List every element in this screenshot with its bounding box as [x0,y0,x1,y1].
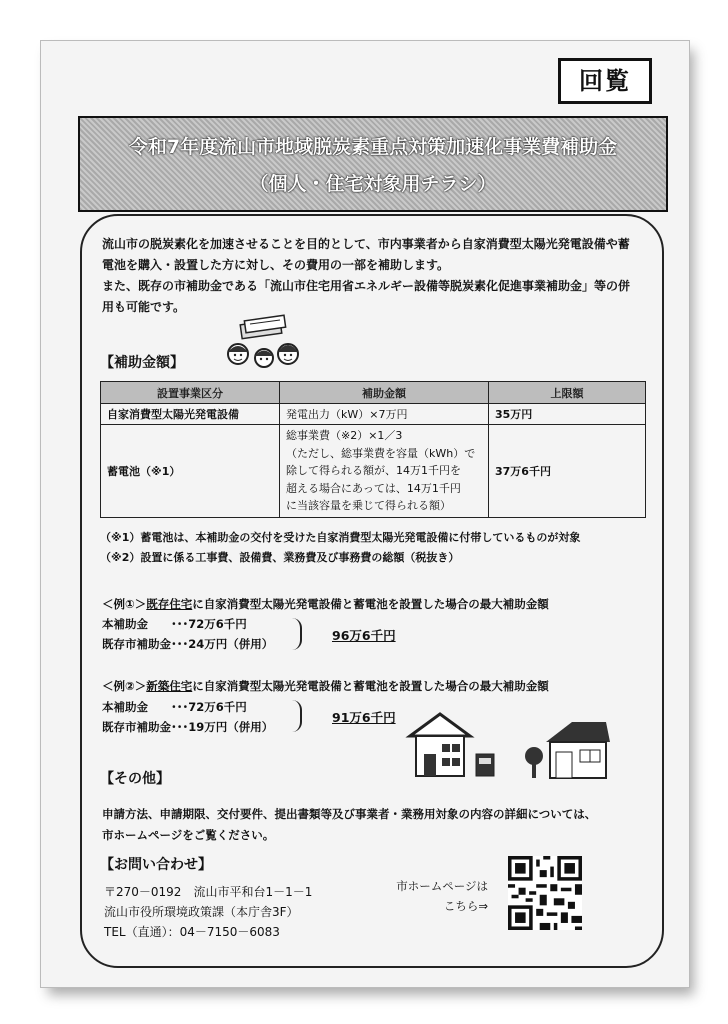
house-with-tree-icon [522,716,614,782]
table-cell: 35万円 [489,404,646,425]
table-row [101,425,646,518]
table-cell: 自家消費型太陽光発電設備 [101,404,280,425]
example2-total: 91万6千円 [332,710,396,725]
example1-heading [102,596,549,612]
subsidy-table [100,381,646,518]
homepage-line: こちら⇒ [443,899,488,913]
table-cell-amount [280,425,489,518]
contact-tel: TEL（直通）：04－7150－6083 [104,925,280,939]
example1-line1: 本補助金 ･･･72万6千円 [102,617,247,631]
table-header: 上限額 [489,382,646,404]
table-header: 設置事業区分 [101,382,280,404]
example2-line1: 本補助金 ･･･72万6千円 [102,700,247,714]
contact-address: 〒270－0192 流山市平和台1－1－1 [104,885,313,899]
money-stack-icon [238,314,288,340]
example2-brace [290,700,302,732]
section-heading-amount: 【補助金額】 [100,355,184,371]
title-line1: 令和7年度流山市地域脱炭素重点対策加速化事業費補助金 [128,136,618,158]
family-icon [224,338,302,374]
footnote: （※2）設置に係る工事費、設備費、業務費及び事務費の総額（税抜き） [100,551,460,564]
title-banner [78,116,668,212]
homepage-note [388,876,488,916]
intro-line: 電池を購入・設置した方に対し、その費用の一部を補助します。 [102,258,450,272]
table-header: 補助金額 [280,382,489,404]
circulation-stamp: 回覧 [558,58,652,104]
example1-total: 96万6千円 [332,628,396,643]
section-heading-contact: 【お問い合わせ】 [100,857,212,873]
amount-line: 超える場合にあっては、14万1千円 [286,481,461,495]
example1-keyword: 既存住宅 [146,597,193,611]
table-cell: 蓄電池（※1） [101,425,280,518]
example1-prefix: ＜例①＞ [102,597,147,611]
example1-line2: 既存市補助金･･･24万円（併用） [102,637,274,651]
example1-suffix: に自家消費型太陽光発電設備と蓄電池を設置した場合の最大補助金額 [192,597,549,611]
example2-line2: 既存市補助金･･･19万円（併用） [102,720,274,734]
other-text [102,804,642,846]
footnotes [100,528,580,568]
intro-text [102,234,650,318]
example2-suffix: に自家消費型太陽光発電設備と蓄電池を設置した場合の最大補助金額 [192,679,549,693]
amount-line: 総事業費（※2）×1／3 [286,429,403,442]
example2-keyword: 新築住宅 [146,679,193,693]
intro-line: また、既存の市補助金である「流山市住宅用省エネルギー設備等脱炭素化促進事業補助金」等の併 [102,279,631,293]
amount-line: 除して得られる額が、14万1千円を [286,464,461,477]
example1-brace [290,618,302,650]
table-header-row [101,382,646,404]
table-cell: 37万6千円 [489,425,646,518]
title-line2: （個人・住宅対象用チラシ） [249,173,497,195]
amount-line: に当該容量を乗じて得られる額） [286,499,451,512]
qr-code-icon[interactable] [508,856,582,930]
other-line: 市ホームページをご覧ください。 [102,828,275,842]
example2-prefix: ＜例②＞ [102,679,147,693]
house-with-battery-icon [404,708,504,780]
table-cell: 発電出力（kW）×7万円 [280,404,489,425]
section-heading-other: 【その他】 [100,771,170,787]
contact-info [104,882,312,942]
amount-line: （ただし、総事業費を容量（kWh）で [286,446,476,460]
intro-line: 流山市の脱炭素化を加速させることを目的として、市内事業者から自家消費型太陽光発電設備や蓄 [102,237,630,251]
contact-office: 流山市役所環境政策課（本庁舎3F） [104,905,299,919]
footnote: （※1）蓄電池は、本補助金の交付を受けた自家消費型太陽光発電設備に付帯しているものが対象 [100,531,581,544]
example2-heading [102,678,549,694]
homepage-line: 市ホームページは [396,879,488,893]
other-line: 申請方法、申請期限、交付要件、提出書類等及び事業者・業務用対象の内容の詳細については、 [102,807,597,821]
intro-line: 用も可能です。 [102,300,186,314]
table-row [101,404,646,425]
